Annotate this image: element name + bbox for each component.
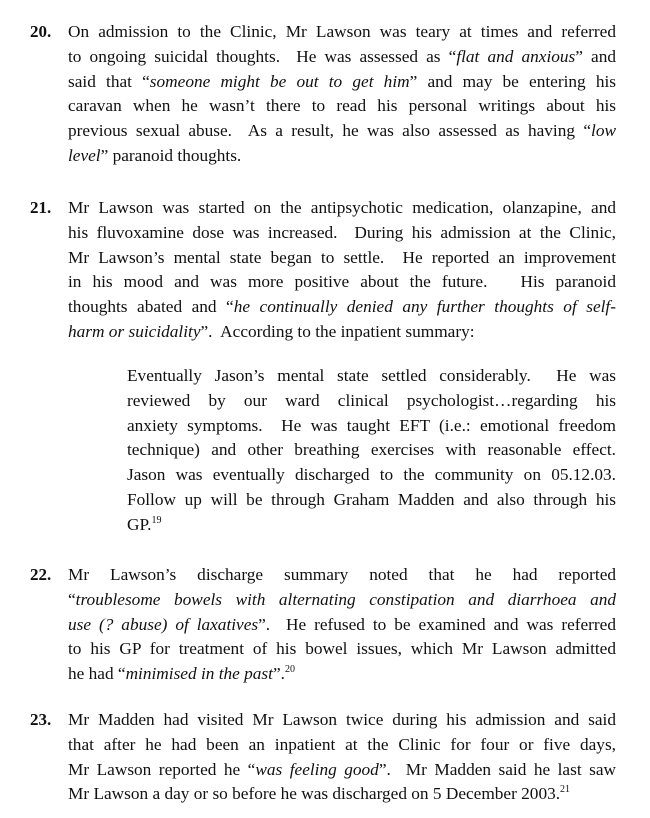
text-line [68,662,616,687]
paragraph-body [30,708,616,807]
text-run: that after he had been an inpatient at the Clinic for four or five days, [68,734,616,754]
footnote-reference: 19 [151,514,162,526]
text-run: Mr Lawson’s discharge summary noted that he had reported [68,565,616,584]
text-run: anxiety symptoms. He was taught EFT (i.e.: emotional freedom [127,415,616,435]
text-line [68,588,616,613]
text-line [68,70,616,95]
text-line [68,295,616,320]
text-line [68,733,616,758]
quoted-text: use (? abuse) of laxatives [68,614,259,634]
quoted-text: level [68,145,101,165]
text-run: his fluvoxamine dose was increased. During his admission at the Clinic, [68,222,616,242]
text-run: ” and may be entering his [409,71,617,91]
text-run: Mr Madden had visited Mr Lawson twice during his admission and said [68,710,616,729]
text-line [127,414,616,439]
text-run: caravan when he wasn’t there to read his personal writings about his [68,96,616,116]
quoted-text: he continually denied any further thoughts of self- [233,297,616,317]
text-run: Mr Lawson’s mental state began to settle. He reported an improvement [68,247,616,267]
text-run: ” paranoid thoughts. [100,145,242,165]
text-line [127,438,616,463]
paragraph-number: 22. [30,565,52,584]
text-line [68,94,616,119]
text-run: said that “ [68,71,150,91]
text-line [68,246,616,271]
text-run: Jason was eventually discharged to the community on 05.12.03. [127,465,616,485]
text-line [68,270,616,295]
text-line [68,196,616,221]
text-run: Eventually Jason’s mental state settled considerably. He was [127,366,616,385]
text-run: Mr Lawson was started on the antipsychotic medication, olanzapine, and [68,198,616,217]
text-run: Mr Lawson a day or so before he was discharged on 5 December 2003. [68,784,561,804]
text-run: GP. [127,514,152,534]
text-run: in his mood and was more positive about the future. His paranoid [68,272,616,292]
footnote-reference: 21 [560,784,571,796]
paragraph-22 [30,563,616,687]
text-line [68,221,616,246]
block-quote-inpatient-summary [127,364,616,538]
quoted-text: troublesome bowels with alternating constipation and diarrhoea and [75,589,616,609]
text-run: reviewed by our ward clinical psychologist…regarding his [127,390,616,410]
text-line [127,364,616,389]
paragraph-number: 20. [30,22,52,41]
text-run: ”. [272,664,285,684]
paragraph-body [30,196,616,345]
text-run: technique) and other breathing exercises with reasonable effect. [127,440,616,460]
text-run: ”. According to the inpatient summary: [200,321,475,341]
text-run: On admission to the Clinic, Mr Lawson was teary at times and referred [68,22,616,41]
text-line [68,708,616,733]
text-run: to his GP for treatment of his bowel issues, which Mr Lawson admitted [68,639,616,659]
text-line [68,782,616,807]
quote-body [127,364,616,538]
text-line [127,463,616,488]
text-run: Follow up will be through Graham Madden and also through his [127,489,616,509]
text-run: previous sexual abuse. As a result, he was also assessed as having “ [68,121,592,141]
text-line [127,389,616,414]
text-line [68,563,616,588]
text-line [68,320,616,345]
text-run: thoughts abated and “ [68,297,234,317]
text-line [68,144,616,169]
text-line [68,119,616,144]
paragraph-number: 23. [30,710,52,729]
text-line [68,613,616,638]
quoted-text: harm or suicidality [68,321,201,341]
quoted-text: minimised in the past [125,664,273,684]
quoted-text: was feeling good [255,759,379,779]
footnote-reference: 20 [284,664,295,676]
text-run: to ongoing suicidal thoughts. He was assessed as “ [68,46,457,66]
text-line [68,20,616,45]
text-line [68,758,616,783]
text-run: ”. Mr Madden said he last saw [378,759,616,779]
text-line [127,513,616,538]
quoted-text: someone might be out to get him [149,71,410,91]
quoted-text: flat and anxious [456,46,576,66]
paragraph-number: 21. [30,198,52,217]
text-run: ” and [575,46,616,66]
paragraph-21 [30,196,616,345]
text-run: “ [68,589,76,609]
paragraph-23 [30,708,616,807]
text-run: he had “ [68,664,126,684]
quoted-text: low [591,121,616,141]
text-run: Mr Lawson reported he “ [68,759,256,779]
paragraph-body [30,20,616,169]
text-line [68,637,616,662]
paragraph-body [30,563,616,687]
paragraph-20 [30,20,616,169]
text-line [68,45,616,70]
text-line [127,488,616,513]
text-run: ”. He refused to be examined and was referred [258,614,616,634]
